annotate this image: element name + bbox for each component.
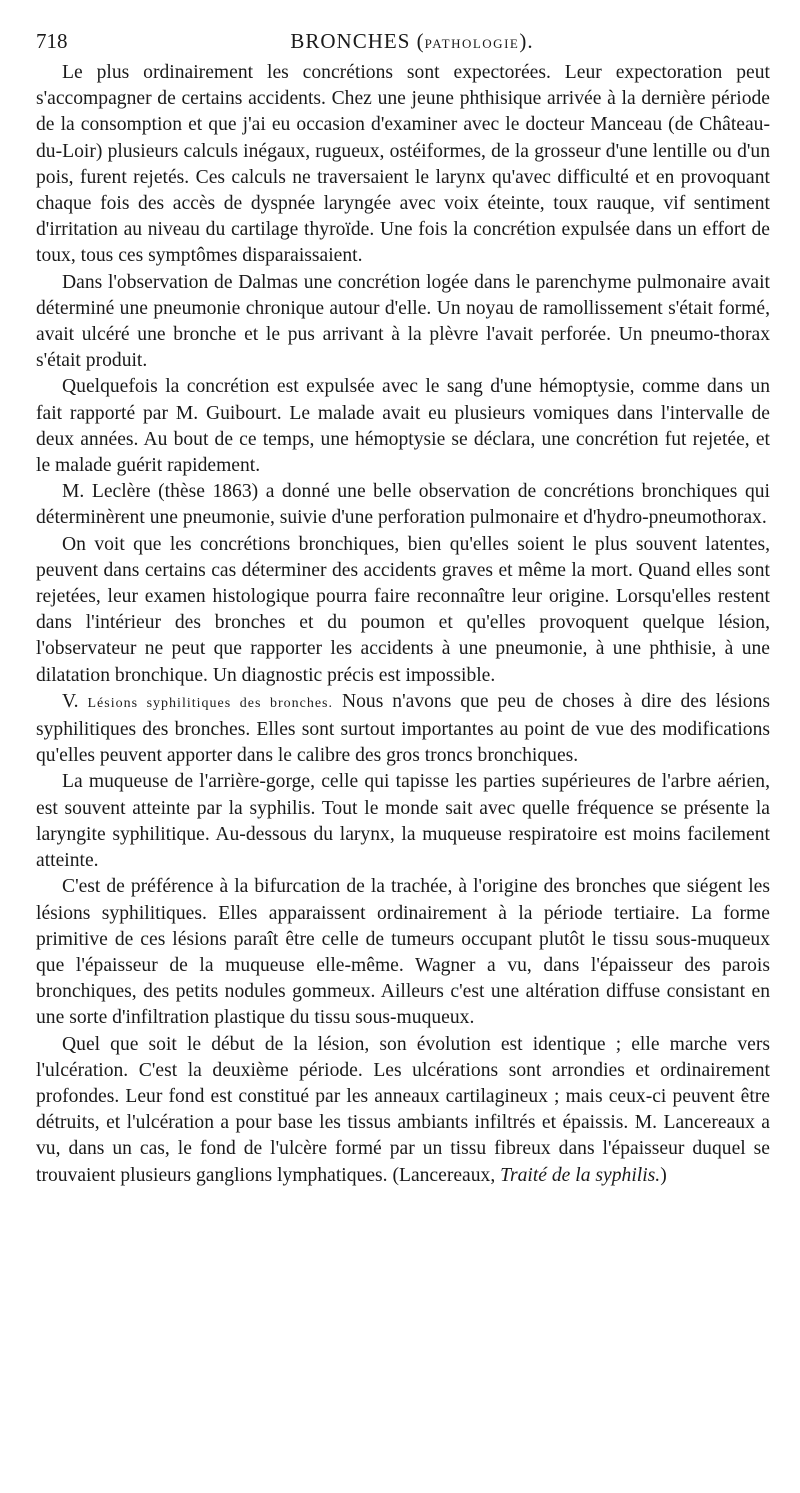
paragraph: Le plus ordinairement les concrétions sont expectorées. Leur expectoration peut s'accompagner de certains accidents. Chez une jeune phthisique arrivée à la dernière période de la consomption et que j'ai eu occasion d'examiner avec le docteur Manceau (de Château-du-Loir) plusieurs calculs inégaux, rugueux, ostéiformes, de la grosseur d'une lentille ou d'un pois, furent rejetés. Ces calculs ne traversaient le larynx qu'avec difficulté et en provoquant chaque fois des accès de dyspnée laryngée avec voix éteinte, toux rauque, vif sentiment d'irritation au niveau du cartilage thyroïde. Une fois la concrétion expulsée dans un effort de toux, tous ces symptômes disparaissaient. bbox=[36, 62, 770, 267]
citation-closing: ) bbox=[660, 1164, 667, 1186]
section-heading: Lésions syphilitiques des bronches. bbox=[87, 695, 333, 711]
running-head-title: BRONCHES bbox=[290, 29, 411, 53]
body-text bbox=[36, 60, 770, 1189]
section-number: V. bbox=[62, 690, 79, 712]
section-paragraph bbox=[36, 689, 770, 770]
paragraph bbox=[36, 1032, 770, 1189]
paragraph: On voit que les concrétions bronchiques, bien qu'elles soient le plus souvent latentes, peuvent dans certains cas déterminer des accidents graves et même la mort. Quand elles sont rejetées, leur examen histologique pourra faire reconnaître leur origine. Lorsqu'elles restent dans l'intérieur des bronches et du poumon et qu'elles provoquent quelque lésion, l'observateur ne peut que rapporter les accidents à une pneumonie, à une phthisie, à une dilatation bronchique. Un diagnostic précis est impossible. bbox=[36, 533, 770, 686]
paragraph: Dans l'observation de Dalmas une concrétion logée dans le parenchyme pulmonaire avait déterminé une pneumonie chronique autour d'elle. Un noyau de ramollissement s'était formé, avait ulcéré une bronche et le pus arrivant à la plèvre l'avait perforée. Un pneumo-thorax s'était produit. bbox=[36, 271, 770, 372]
citation-title: Traité de la syphilis. bbox=[500, 1164, 661, 1186]
section-lead-text: Nous n'avons que peu de choses à dire des lésions syphilitiques des bronches. Elles sont surtout importantes au point de vue des modifications qu'elles peuvent apporter dans le calibre des gros troncs bronchiques. bbox=[36, 690, 771, 767]
paragraph: M. Leclère (thèse 1863) a donné une belle observation de concrétions bronchiques qui déterminèrent une pneumonie, suivie d'une perforation pulmonaire et d'hydro-pneumothorax. bbox=[36, 481, 770, 529]
running-head-subtitle: PATHOLOGIE bbox=[424, 36, 520, 51]
page-header bbox=[36, 26, 770, 56]
paragraph: C'est de préférence à la bifurcation de la trachée, à l'origine des bronches que siégent les lésions syphilitiques. Elles apparaissent ordinairement à la période tertiaire. La forme primitive de ces lésions paraît être celle de tumeurs occupant plutôt le tissu sous-muqueux que l'épaisseur de la muqueuse elle-même. Wagner a vu, dans l'épaisseur des parois bronchiques, des petits nodules gommeux. Ailleurs c'est une altération diffuse consistant en une sorte d'infiltration plastique du tissu sous-muqueux. bbox=[36, 876, 770, 1029]
paragraph-text: Quel que soit le début de la lésion, son évolution est identique ; elle marche vers l'ulcération. C'est la deuxième période. Les ulcérations sont arrondies et ordinairement profondes. Leur fond est constitué par les anneaux cartilagineux ; mais ceux-ci peuvent être détruits, et l'ulcération a pour base les tissus ambiants infiltrés et épaissis. M. Lancereaux a vu, dans un cas, le fond de l'ulcère formé par un tissu fibreux dans l'épaisseur duquel se trouvaient plusieurs ganglions lymphatiques. (Lancereaux, bbox=[36, 1033, 770, 1186]
running-head: BRONCHES (PATHOLOGIE). bbox=[290, 29, 534, 53]
page-number: 718 bbox=[36, 29, 68, 53]
paragraph: La muqueuse de l'arrière-gorge, celle qui tapisse les parties supérieures de l'arbre aérien, est souvent atteinte par la syphilis. Tout le monde sait avec quelle fréquence se présente la laryngite syphilitique. Au-dessous du larynx, la muqueuse respiratoire est moins facilement atteinte. bbox=[36, 771, 770, 872]
paragraph: Quelquefois la concrétion est expulsée avec le sang d'une hémoptysie, comme dans un fait rapporté par M. Guibourt. Le malade avait eu plusieurs vomiques dans l'intervalle de deux années. Au bout de ce temps, une hémoptysie se déclara, une concrétion fut rejetée, et le malade guérit rapidement. bbox=[36, 376, 770, 477]
document-page bbox=[36, 26, 770, 1189]
